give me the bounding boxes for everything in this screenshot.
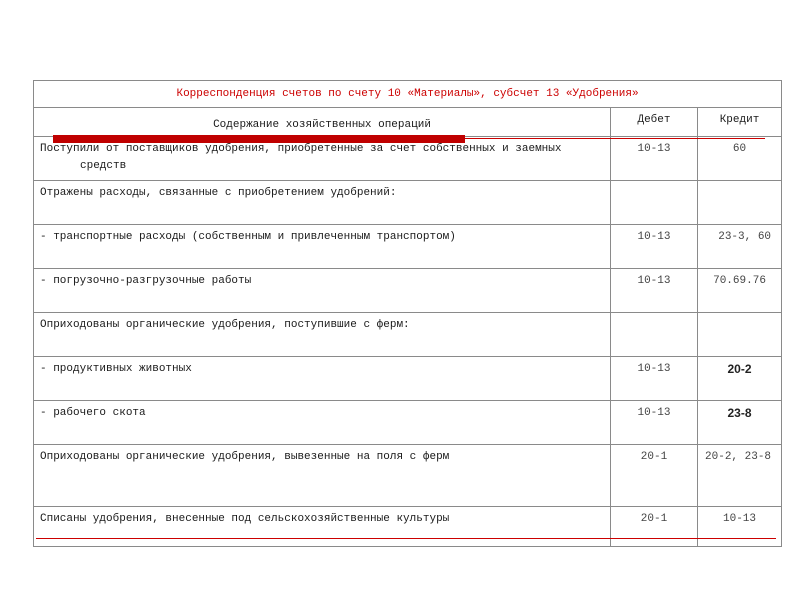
row-credit [698,313,782,357]
table-row [34,225,782,269]
row-operation: Оприходованы органические удобрения, поступившие с ферм: [34,313,611,357]
row-operation: Поступили от поставщиков удобрения, приобретенные за счет собственных и заемных средств [34,137,611,181]
table-header-row [34,108,782,137]
row-debit: 10-13 [611,225,698,269]
table-row [34,181,782,225]
row-credit: 10-13 [698,507,782,547]
red-underline-header [465,138,765,139]
row-operation: - транспортные расходы (собственным и привлеченным транспортом) [34,225,611,269]
row-operation: - рабочего скота [34,401,611,445]
row-debit [611,181,698,225]
table-row [34,137,782,181]
table-row [34,313,782,357]
row-credit: 23-3, 60 [698,225,782,269]
header-operation: Содержание хозяйственных операций [34,108,611,137]
row-operation: - продуктивных животных [34,357,611,401]
table-row [34,269,782,313]
row-debit: 20-1 [611,507,698,547]
red-accent-bar [53,135,465,143]
row-operation: Отражены расходы, связанные с приобретением удобрений: [34,181,611,225]
table-title-row [34,81,782,108]
row-operation: - погрузочно-разгрузочные работы [34,269,611,313]
row-credit: 60 [698,137,782,181]
row-credit: 20-2, 23-8 [698,445,782,507]
account-correspondence-table [33,80,782,547]
row-debit: 10-13 [611,269,698,313]
row-debit: 10-13 [611,401,698,445]
row-debit: 10-13 [611,137,698,181]
row-operation: Списаны удобрения, внесенные под сельскохозяйственные культуры [34,507,611,547]
row-credit: 20-2 [698,357,782,401]
table-row [34,401,782,445]
table-row [34,445,782,507]
row-credit [698,181,782,225]
table-row [34,507,782,547]
row-credit: 70.69.76 [698,269,782,313]
header-debit: Дебет [611,108,698,137]
row-debit [611,313,698,357]
table-title: Корреспонденция счетов по счету 10 «Материалы», субсчет 13 «Удобрения» [34,81,782,108]
row-debit: 20-1 [611,445,698,507]
row-debit: 10-13 [611,357,698,401]
row-credit: 23-8 [698,401,782,445]
row-operation: Оприходованы органические удобрения, вывезенные на поля с ферм [34,445,611,507]
table-row [34,357,782,401]
red-line-bottom [36,538,776,539]
header-credit: Кредит [698,108,782,137]
